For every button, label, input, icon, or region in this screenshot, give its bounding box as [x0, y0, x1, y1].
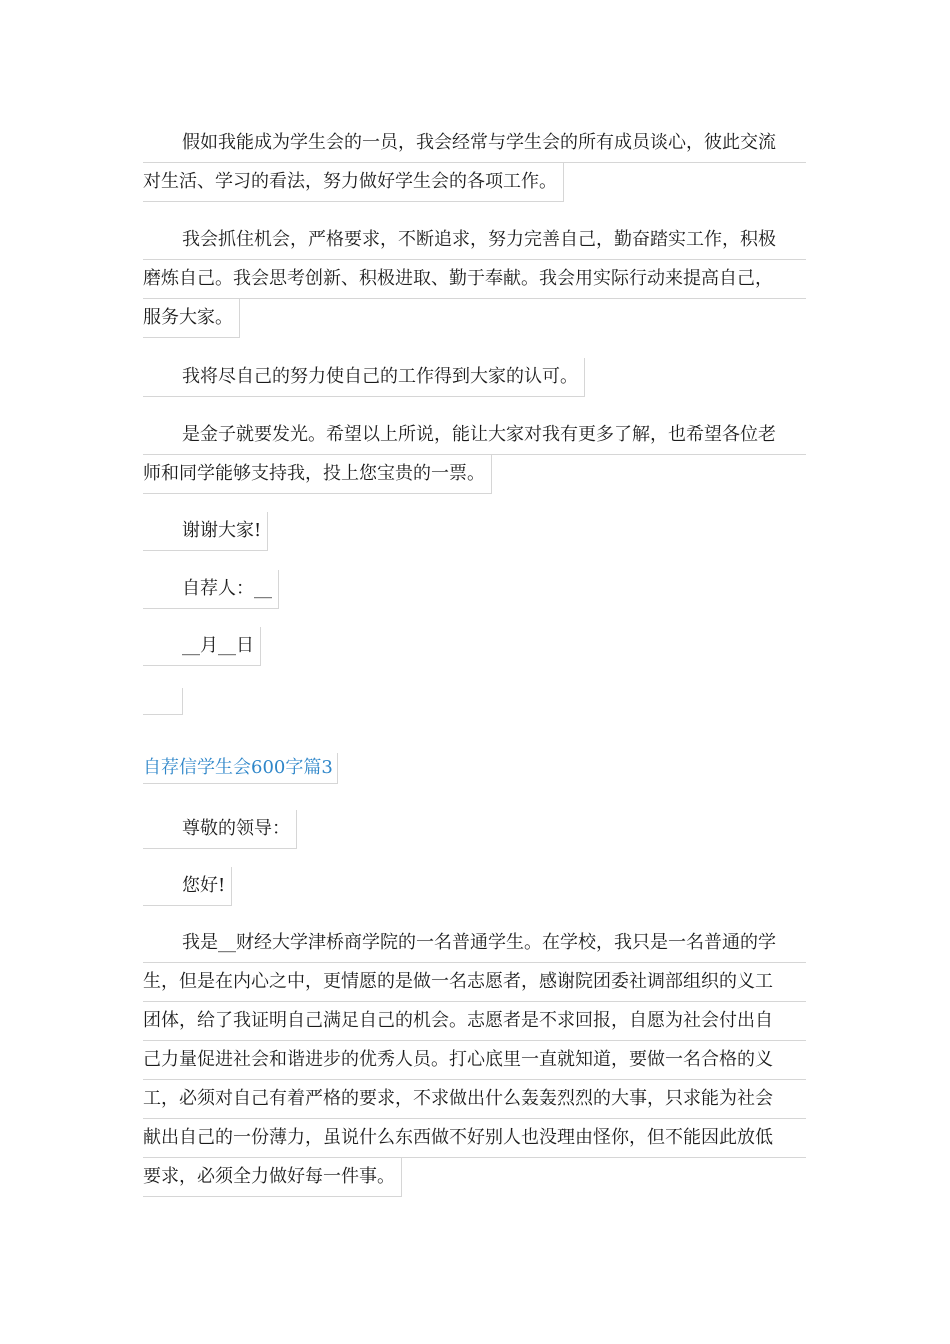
paragraph	[143, 924, 806, 1202]
signature-line: 自荐人：__	[143, 570, 279, 609]
text-line: 磨炼自己。我会思考创新、积极进取、勤于奉献。我会用实际行动来提高自己，	[143, 260, 806, 299]
section-heading[interactable]: 自荐信学生会600字篇3	[143, 753, 338, 784]
text-line: 我是__财经大学津桥商学院的一名普通学生。在学校，我只是一名普通的学	[143, 924, 806, 963]
paragraph	[143, 416, 806, 499]
empty-paragraph	[143, 688, 183, 715]
text-line: 我将尽自己的努力使自己的工作得到大家的认可。	[143, 358, 585, 397]
text-line: 师和同学能够支持我，投上您宝贵的一票。	[143, 455, 492, 494]
paragraph	[143, 358, 806, 402]
paragraph	[143, 570, 806, 614]
text-line: 对生活、学习的看法，努力做好学生会的各项工作。	[143, 163, 564, 202]
paragraph	[143, 512, 806, 556]
text-line: 服务大家。	[143, 299, 240, 338]
paragraph	[143, 810, 806, 854]
text-line: 要求，必须全力做好每一件事。	[143, 1158, 402, 1197]
paragraph	[143, 867, 806, 911]
closing-thanks: 谢谢大家!	[143, 512, 268, 551]
text-line: 工，必须对自己有着严格的要求，不求做出什么轰轰烈烈的大事，只求能为社会	[143, 1080, 806, 1119]
text-line: 生，但是在内心之中，更情愿的是做一名志愿者，感谢院团委社调部组织的义工	[143, 963, 806, 1002]
text-line: 献出自己的一份薄力，虽说什么东西做不好别人也没理由怪你，但不能因此放低	[143, 1119, 806, 1158]
paragraph	[143, 221, 806, 343]
greeting: 您好!	[143, 867, 232, 906]
text-line: 假如我能成为学生会的一员，我会经常与学生会的所有成员谈心，彼此交流	[143, 124, 806, 163]
paragraph	[143, 627, 806, 671]
text-line: 团体，给了我证明自己满足自己的机会。志愿者是不求回报，自愿为社会付出自	[143, 1002, 806, 1041]
paragraph	[143, 124, 806, 207]
salutation: 尊敬的领导：	[143, 810, 297, 849]
text-line: 是金子就要发光。希望以上所说，能让大家对我有更多了解，也希望各位老	[143, 416, 806, 455]
text-line: 己力量促进社会和谐进步的优秀人员。打心底里一直就知道，要做一名合格的义	[143, 1041, 806, 1080]
date-line: __月__日	[143, 627, 261, 666]
text-line: 我会抓住机会，严格要求，不断追求，努力完善自己，勤奋踏实工作，积极	[143, 221, 806, 260]
